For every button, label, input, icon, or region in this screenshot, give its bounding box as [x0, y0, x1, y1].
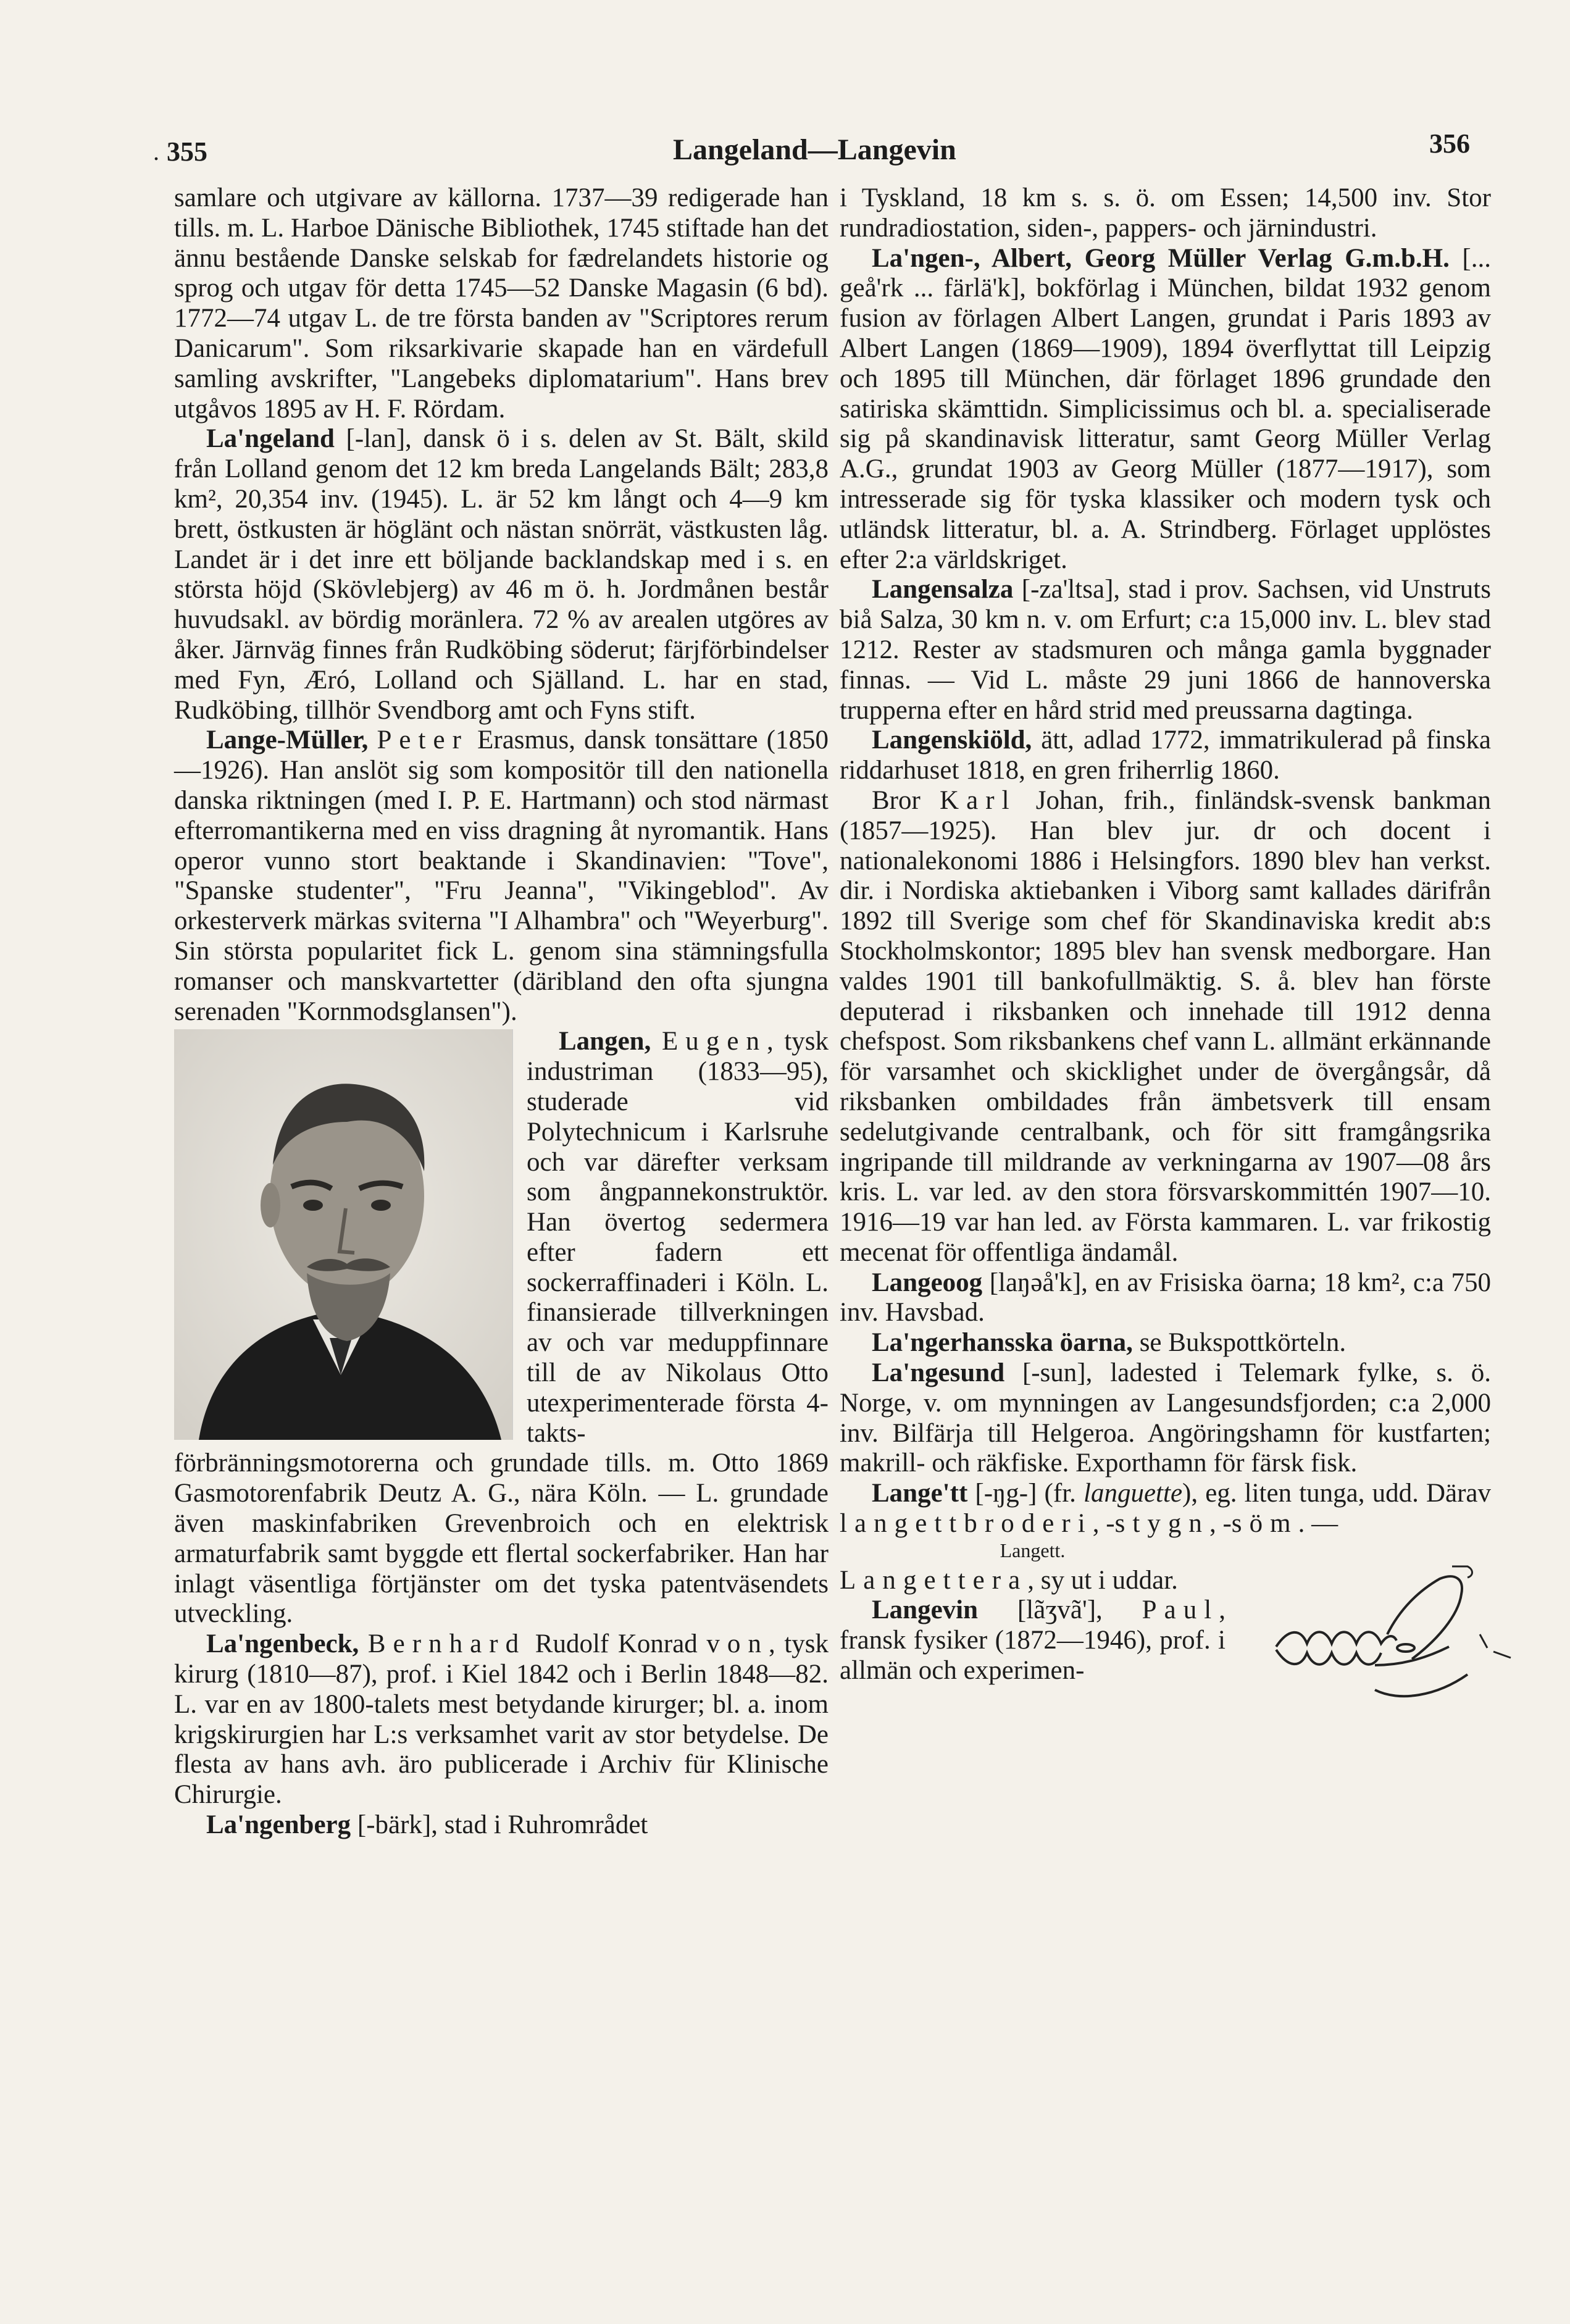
margin-mark: .: [153, 138, 159, 165]
entry-text: , tysk kirurg (1810—87), prof. i Kiel 1842 och i Berlin 1848—82. L. var en av 1800-talets mest betydande kirurger; bl. a. inom krigskirurgien har L:s verksamhet varit av stor betydelse. De flesta av hans avh. äro publicerade i Archiv für Klinische Chirurgie.: [174, 1629, 829, 1810]
entry-langeoog: [840, 1268, 1491, 1329]
entry-text: , sy ut i uddar.: [1027, 1565, 1178, 1595]
entry-head: La'ngenberg: [206, 1810, 351, 1840]
entry-text: [... geå'rk ... färlä'k], bokförlag i München, bildat 1932 genom fusion av förlagen Albert Langen, grundat i Paris 1893 av Albert Langen (1869—1909), 1894 överflyttat till Leipzig och 1895 till München, där förlaget 1896 grundade den satiriska skämttidn. Simplicissimus och bl. a. specialiserade sig på skandinavisk litteratur, samt Georg Müller Verlag A.G., grundat 1903 av Georg Müller (1877—1917), som intresserade sig för tyska klassiker och modern tysk och utländsk litteratur, bl. a. A. Strindberg. Förlaget upplöstes efter 2:a världskriget.: [840, 243, 1492, 574]
entry-name: Paul: [1142, 1595, 1219, 1625]
entry-text: , -: [1209, 1509, 1232, 1539]
entry-langenberg: [174, 1810, 829, 1841]
portrait-image: [174, 1029, 512, 1440]
entry-head: Langen,: [559, 1027, 651, 1056]
entry-head: La'ngenbeck,: [206, 1629, 359, 1659]
entry-lange-muller: [174, 725, 829, 1027]
entry-head: La'ngen-, Albert, Georg Müller Verlag G.m.b.H.: [872, 243, 1450, 273]
entry-text: [-sun], ladested i Telemark fylke, s. ö. Norge, v. om mynningen av Langesundsfjorden; c:a 2,000 inv. Bilfärja till Helgeroa. Angöringshamn för kustfarten; makrill- och räkfiske. Exporthamn för färsk fisk.: [840, 1358, 1491, 1478]
entry-langett: [840, 1479, 1491, 1539]
entry-name: Peter: [377, 725, 469, 755]
entry-text: [-bärk], stad i Ruhrområdet: [351, 1810, 648, 1840]
entry-langenskiold: [840, 725, 1491, 786]
entry-head: La'ngesund: [872, 1358, 1005, 1388]
entry-langesund: [840, 1358, 1491, 1479]
entry-text: . —: [1298, 1509, 1338, 1539]
entry-text: [lãʒvã'],: [978, 1595, 1142, 1625]
entry-head: Lange-Müller,: [206, 725, 369, 755]
entry-head: Langevin: [872, 1595, 979, 1625]
entry-name: Bernhard: [367, 1629, 527, 1659]
entry-text: , -: [1092, 1509, 1115, 1539]
entry-text: Erasmus, dansk tonsättare (1850—1926). Han anslöt sig som kompositör till den nationella danska riktningen (med I. P. E. Hartmann) och stod närmast efterromantikerna med en viss dragning åt nyromantik. Hans operor vunno stort beaktande i Skandinavien: "Tove", "Spanske studenter", "Fru Jeanna", "Vikingeblod". Av orkesterverk märkas sviterna "I Alhambra" och "Weyerburg". Sin största popularitet fick L. genom sina stämningsfulla romanser och manskvartetter (däribland den ofta sjungna serenaden "Kornmodsglansen").: [174, 725, 829, 1026]
entry-text: se Bukspottkörteln.: [1132, 1328, 1347, 1358]
entry-head: La'ngerhansska öarna,: [872, 1328, 1133, 1358]
entry-text: [laŋəå'k], en av Frisiska öarna; 18 km², c:a 750 inv. Havsbad.: [840, 1268, 1491, 1327]
entry-head: Langenskiöld,: [872, 725, 1032, 755]
entry-name: Karl: [940, 785, 1017, 815]
entry-head: Langeoog: [872, 1268, 983, 1297]
portrait-photo: [174, 1029, 513, 1440]
entry-text: , fransk fysiker (1872—1946), prof. i allmän och experimen-: [840, 1595, 1226, 1686]
langett-illustration: [1264, 1542, 1523, 1745]
figure-caption: Langett.: [1000, 1539, 1066, 1561]
entry-langensalza: [840, 575, 1491, 725]
entry-term: söm: [1231, 1509, 1298, 1539]
entry-term: langettbroderi: [840, 1509, 1093, 1539]
entry-name: Eugen: [661, 1027, 767, 1056]
left-column: [174, 183, 829, 1841]
entry-text: Rudolf Konrad: [526, 1629, 707, 1659]
entry-text: [-ŋg-] (fr.: [967, 1479, 1084, 1508]
entry-text: ), eg. liten tunga, udd. Därav: [1182, 1479, 1492, 1508]
entry-langerhans: [840, 1328, 1491, 1358]
entry-text: [-lan], dansk ö i s. delen av St. Bält, skild från Lolland genom det 12 km breda Langelands Bält; 283,8 km², 20,354 inv. (1945). L. är 52 km långt och 4—9 km brett, östkusten är höglänt och nästan snörrät, västkusten låg. Landet är i det inre ett böljande backlandskap med i s. en största höjd (Skövlebjerg) av 46 m ö. h. Jordmånen består huvudsakl. av bördig moränlera. 72 % av arealen utgöres av åker. Järnväg finnes från Rudköbing söderut; färjförbindelser med Fyn, Æró, Lolland och Själland. L. har en stad, Rudköbing, tillhör Svendborg amt och Fyns stift.: [174, 424, 829, 725]
entry-term: stygn: [1114, 1509, 1209, 1539]
page-number-left: 355: [167, 136, 207, 167]
paragraph-langebek-continued: samlare och utgivare av källorna. 1737—39 redigerade han tills. m. L. Harboe Dänische Bibliothek, 1745 stiftade han det ännu bestående Danske selskab for fædrelandets historie og sprog och utgav för detta 1745—52 Danske Magasin (6 bd). 1772—74 utgav L. de tre första banden av "Scriptores rerum Danicarum". Som riksarkivarie skapade han en värdefull samling avskrifter, "Langebeks diplomatarium". Hans brev utgåvos 1895 av H. F. Rördam.: [174, 183, 829, 424]
entry-text: , tysk industriman (1833—95), studerade vid Polytechnicum i Karlsruhe och var därefter verksam som ångpannekonstruktör. Han övertog sedermera efter fadern ett sockerraffinaderi i Köln. L. finansierade tillverkningen av och var meduppfinnare till de av Nikolaus Otto utexperimenterade första 4-takts-förbränningsmotorerna och grundade tills. m. Otto 1869 Gasmotorenfabrik Deutz A. G., nära Köln. — L. grundade även maskinfabriken Grevenbroich och en elektrisk armaturfabrik samt byggde ett flertal sockerfabriker. Han har inlagt väsentliga förtjänster om det tyska patentväsendets utveckling.: [174, 1027, 829, 1629]
entry-text: [-za'ltsa], stad i prov. Sachsen, vid Unstruts biå Salza, 30 km n. v. om Erfurt; c:a 15,000 inv. L. blev stad 1212. Rester av stadsmuren och många gamla byggnader finnas. — Vid L. måste 29 juni 1866 de hannoverska trupperna efter en hård strid med preussarna dagtinga.: [840, 575, 1491, 725]
entry-langeland: [174, 424, 829, 725]
entry-langenbeck: [174, 1629, 829, 1810]
entry-text: Bror: [872, 785, 940, 815]
paragraph-langenberg-continued: i Tyskland, 18 km s. s. ö. om Essen; 14,500 inv. Stor rundradiostation, siden-, pappers- och järnindustri.: [840, 183, 1491, 243]
entry-term: Langettera: [840, 1565, 1028, 1595]
right-column: [840, 183, 1491, 1769]
langett-figure: [1232, 1542, 1491, 1769]
entry-head: Langensalza: [872, 575, 1014, 604]
entry-karl-langenskiold: [840, 786, 1491, 1268]
running-head: Langeland—Langevin: [673, 133, 956, 166]
entry-text: ätt, adlad 1772, immatrikulerad på finska riddarhuset 1818, en gren friherrlig 1860.: [840, 725, 1491, 785]
entry-head: La'ngeland: [206, 424, 335, 454]
entry-langen-verlag: [840, 244, 1491, 575]
entry-french: languette: [1084, 1479, 1183, 1508]
entry-name-particle: von: [706, 1629, 769, 1659]
entry-text: Johan, frih., finländsk-svensk bankman (1857—1925). Han blev jur. dr och docent i nationalekonomi 1886 i Helsingfors. 1890 blev han verkst. dir. i Nordiska aktiebanken i Viborg samt kallades därifrån 1892 till Sverige som chef för Skandinaviska kredit ab:s Stockholmskontor; 1895 blev han svensk medborgare. Han valdes 1901 till bankofullmäktig. S. å. blev han förste deputerad i riksbanken och innehade till 1912 denna chefspost. Som riksbankens chef vann L. allmänt erkännande för varsamhet och skicklighet under de övergångsår, då riksbanken ombildades från ämbetsverk till ensam sedelutgivande centralbank, och för sitt framgångsrika ingripande till mildrande av verkningarna av 1907—08 års kris. L. var led. av den stora försvarskommittén 1907—10. 1916—19 var han led. av Första kammaren. L. var frikostig mecenat för offentliga ändamål.: [840, 785, 1491, 1267]
page-number-right: 356: [1429, 128, 1470, 159]
entry-head: Lange'tt: [872, 1479, 968, 1508]
